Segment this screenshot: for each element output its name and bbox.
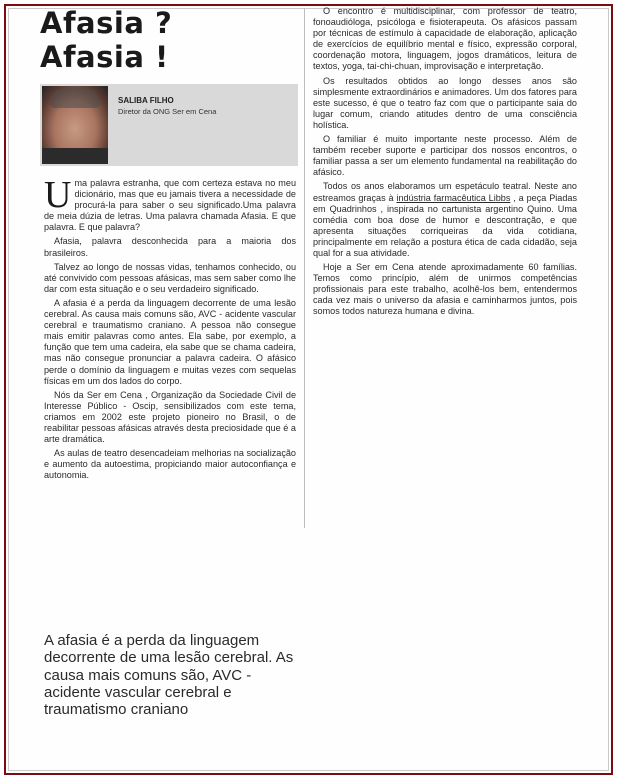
left-paragraph-6: As aulas de teatro desencadeiam melhorias na socialização e aumento da autoestima, propiciando maior autoconfiança e autonomia.	[44, 448, 296, 481]
theater-text-before: Todos os anos elaboramos um espetáculo teatral. Neste ano estreamos graças à	[313, 181, 577, 203]
author-role: Diretor da ONG Ser em Cena	[118, 107, 217, 116]
dropcap: U	[44, 174, 72, 216]
headline-line-1: Afasia ?	[40, 6, 173, 40]
left-paragraph-3: Talvez ao longo de nossas vidas, tenhamos conhecido, ou até convivido com pessoas afásicas, mas sem saber como lhe dar com esta situação e o seu verdadeiro significado.	[44, 261, 296, 294]
column-divider	[304, 8, 305, 528]
pullquote: A afasia é a perda da linguagem decorrente de uma lesão cerebral. As causa mais comuns são, AVC - acidente vascular cerebral e traumatismo craniano	[44, 632, 294, 719]
left-paragraph-5: Nós da Ser em Cena , Organização da Sociedade Civil de Interesse Público - Oscip, sensibilizados com este tema, criamos em 2002 este projeto pioneiro no Brasil, o de reabilitar pessoas afásicas através desta preciosidade que é a arte dramática.	[44, 389, 296, 445]
right-paragraph-5: Hoje a Ser em Cena atende aproximadamente 60 famílias. Temos como princípio, além de unirmos competências profissionais para este trabalho, acolhê-los bem, entendermos cada vez mais o universo da afasia e caminharmos juntos, pois somos todos natureza humana e divina.	[313, 262, 577, 317]
left-paragraph-4: A afasia é a perda da linguagem decorrente de uma lesão cerebral. As causa mais comuns são, AVC - acidente vascular cerebral e traumatismo craniano. A pessoa não consegue mais emitir palavras como antes. Ela sabe, por exemplo, a função que tem uma cadeira, ela sabe que se chama cadeira, mas não consegue pronunciar a palavra cadeira. O afásico perde o domínio da linguagem e muitas vezes com sequelas físicas em um dos lados do corpo.	[44, 297, 296, 386]
right-paragraph-3: O familiar é muito importante neste processo. Além de também receber suporte e participar dos nossos encontros, o familiar passa a ser um elemento fundamental na reabilitação do afásico.	[313, 134, 577, 178]
left-paragraph-1-text: ma palavra estranha, que com certeza estava no meu dicionário, mas que eu jamais tivera a necessidade de procurá-la para saber o seu significado.Uma palavra de meia dúzia de letras. Uma palavra chamada Afasia. E que palavra. E que palavra?	[44, 178, 296, 233]
right-column	[313, 6, 577, 321]
right-paragraph-2: Os resultados obtidos ao longo desses anos são simplesmente extraordinários e animadores. Um dos fatores para este sucesso, é que o teatro faz com que o participante saia do lugar comum, criando atitudes dentro de uma consciência holística.	[313, 75, 577, 130]
right-paragraph-1: O encontro é multidisciplinar, com professor de teatro, fonoaudióloga, psicóloga e fisioterapeuta. Os afásicos passam por técnicas de estímulo à capacidade de elaboração, aplicação de exercícios de equilíbrio mental e físico, expressão corporal, coordenação motora, linguagem, jogos dramáticos, leitura de textos, yoga, tai-chi-chuan, improvisação e interpretação.	[313, 6, 577, 72]
author-photo-hair	[50, 88, 100, 108]
author-photo	[42, 86, 108, 164]
author-photo-shirt	[42, 148, 108, 164]
left-paragraph-1	[44, 174, 296, 233]
sponsor-name: indústria farmacêutica Libbs	[396, 192, 511, 203]
theater-text-after: , a peça Piadas em Quadrinhos , inspirada no cartunista argentino Quino. Uma comédia com boa dose de humor e descontração, e que apresenta situações corriqueiras da vida cotidiana, principalmente em relação a postura ética de cada cidadão, seja qual for a sua atividade.	[313, 192, 578, 258]
left-paragraph-2: Afasia, palavra desconhecida para a maioria dos brasileiros.	[44, 236, 296, 258]
headline-line-2: Afasia !	[40, 40, 169, 74]
author-name: SALIBA FILHO	[118, 96, 174, 105]
right-paragraph-4	[313, 181, 577, 259]
headline	[40, 6, 172, 74]
left-column	[44, 174, 296, 484]
